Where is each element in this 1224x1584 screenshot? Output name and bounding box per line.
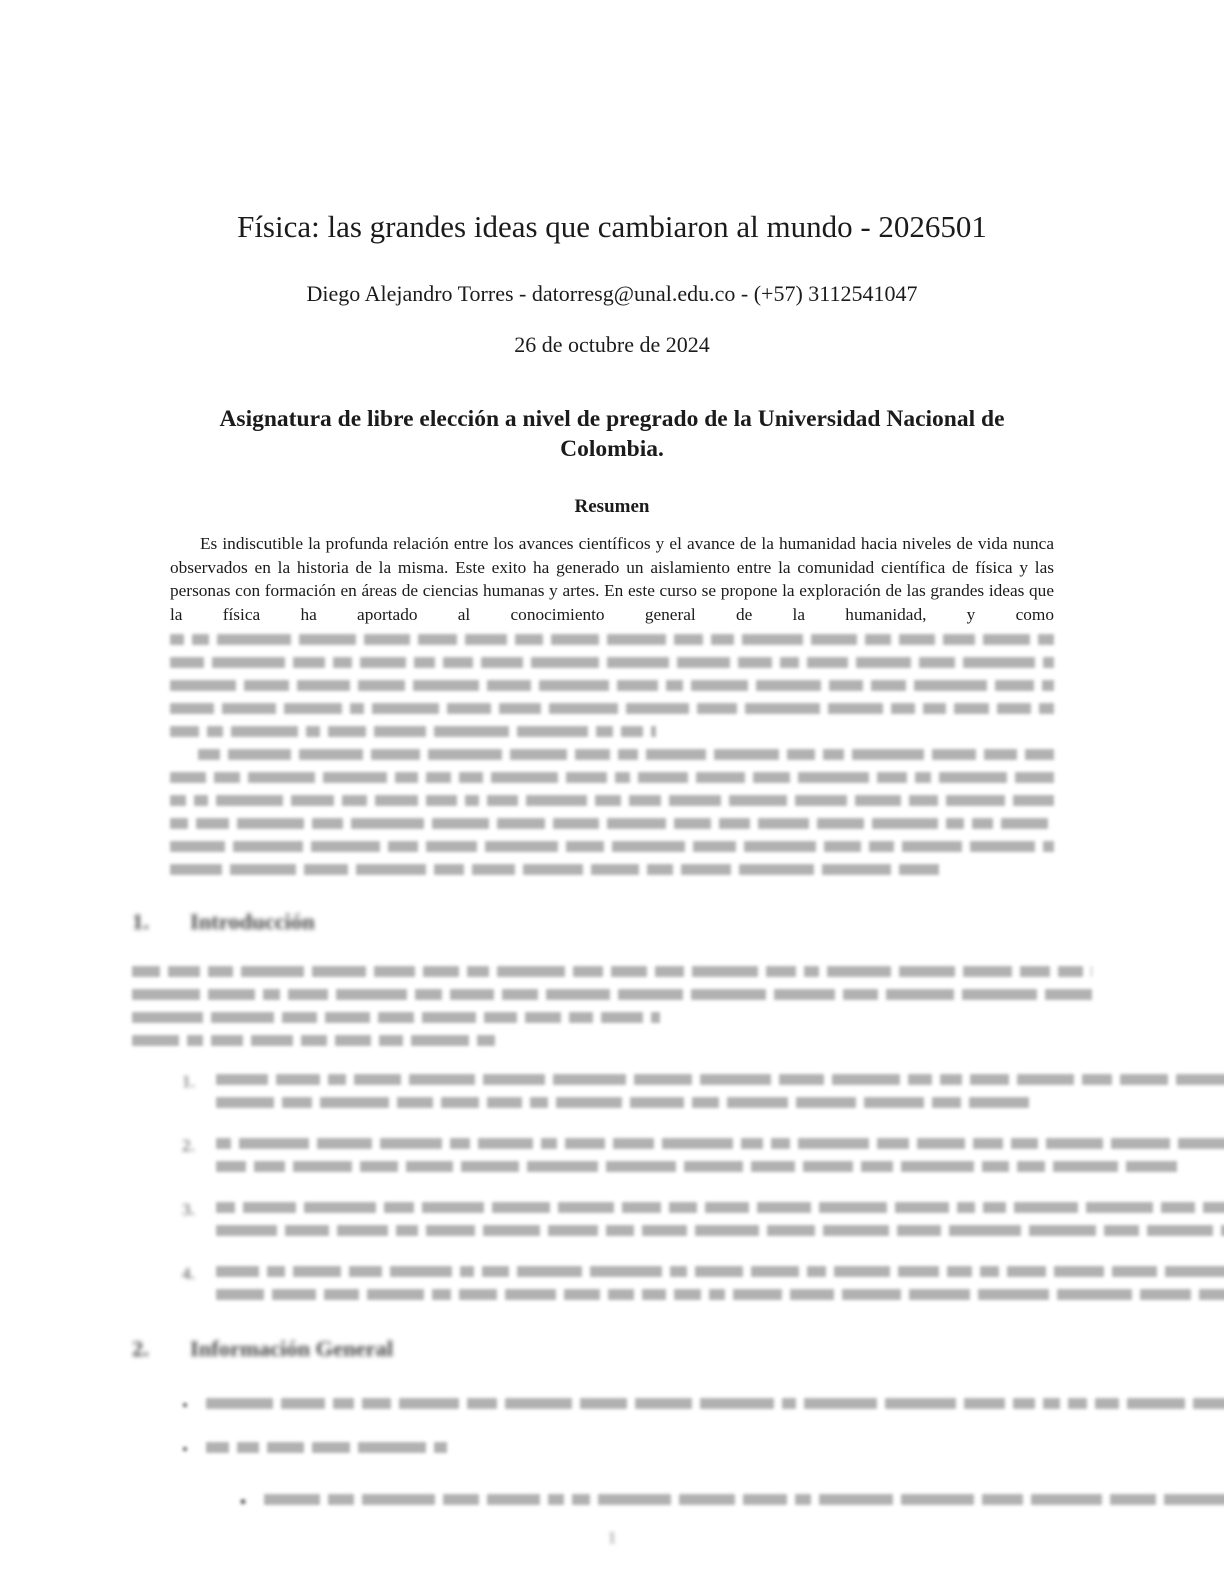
document-page: [132, 0, 1092, 1548]
author-line: Diego Alejandro Torres - datorresg@unal.edu.co - (+57) 3112541047: [306, 281, 918, 307]
list-item: [182, 1070, 1092, 1116]
bullet-icon: •: [182, 1396, 188, 1416]
list-item-number: 2.: [182, 1136, 195, 1156]
list-item-number: 3.: [182, 1200, 195, 1220]
list-item-blurred-text: [216, 1262, 1224, 1308]
introduccion-blurred-body: [132, 962, 1092, 1054]
sub-bullet-blurred-text: [264, 1490, 1224, 1513]
list-item-number: 4.: [182, 1264, 195, 1284]
abstract-blurred-paragraph-1: [170, 626, 1054, 741]
list-item-blurred-text: [216, 1198, 1224, 1244]
subtitle-line-2: Colombia.: [560, 436, 664, 463]
square-bullet-icon: ▪: [240, 1492, 247, 1512]
abstract-block: [170, 532, 1054, 879]
section-heading-informacion-general: [132, 1336, 1092, 1362]
abstract-visible-text: Es indiscutible la profunda relación entre los avances científicos y el avance de la humanidad hacia niveles de vida nunca observados en la historia de la misma. Este exito ha generado un aislamiento entre la comunidad científica de física y las personas con formación en áreas de ciencias humanas y artes. En este curso se propone la exploración de las grandes ideas que la física ha aportado al conocimiento general de la humanidad, y como: [170, 534, 1054, 624]
sub-bullet-item: [240, 1490, 1092, 1513]
subtitle-line-1: Asignatura de libre elección a nivel de pregrado de la Universidad Nacional de: [219, 406, 1005, 433]
section-2-number: 2.: [132, 1336, 149, 1362]
list-item: [182, 1198, 1092, 1244]
bullet-icon: •: [182, 1440, 188, 1460]
list-item: [182, 1134, 1092, 1180]
bullet-item: [182, 1394, 1092, 1417]
list-item-number: 1.: [182, 1072, 195, 1092]
course-subtitle: [132, 404, 1092, 464]
abstract-heading: Resumen: [574, 496, 650, 518]
section-heading-introduccion: [132, 909, 1092, 935]
bullet-item: [182, 1438, 1092, 1461]
list-item-blurred-text: [216, 1134, 1224, 1180]
section-2-title: Información General: [190, 1336, 394, 1362]
informacion-general-bullet-list: [132, 1394, 1092, 1513]
introduccion-numbered-list: [132, 1070, 1092, 1308]
page-number: 1: [607, 1528, 617, 1548]
bullet-blurred-text: [206, 1394, 1224, 1417]
list-item-blurred-text: [216, 1070, 1224, 1116]
section-1-number: 1.: [132, 909, 149, 935]
abstract-blurred-paragraph-2: [170, 741, 1054, 879]
document-date: 26 de octubre de 2024: [514, 332, 710, 358]
bullet-blurred-text: [206, 1438, 1224, 1461]
section-1-title: Introducción: [190, 909, 315, 935]
course-title: Física: las grandes ideas que cambiaron al mundo - 2026501: [237, 209, 987, 244]
list-item: [182, 1262, 1092, 1308]
